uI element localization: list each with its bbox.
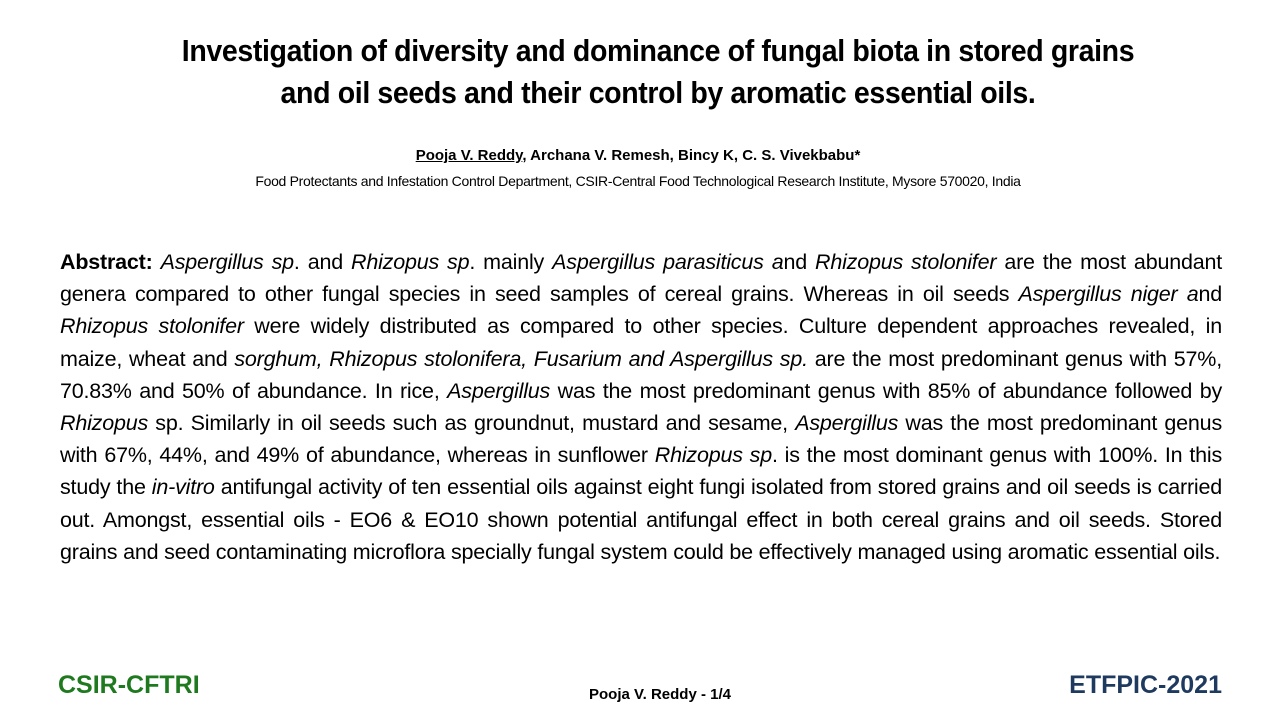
abstract-text-segment: was the most predominant genus with 85% of abundance followed by <box>550 378 1222 403</box>
abstract-italic-segment: Rhizopus stolonifer <box>60 314 244 339</box>
abstract-italic-segment: Aspergillus niger a <box>1018 282 1199 307</box>
abstract-label: Abstract: <box>60 250 153 274</box>
slide-number: Pooja V. Reddy - 1/4 <box>589 686 731 703</box>
abstract-text-segment: sp. Similarly in oil seeds such as groundnut, mustard and sesame, <box>148 411 796 436</box>
abstract-italic-segment: Rhizopus sp <box>654 443 772 468</box>
abstract-italic-segment: Rhizopus sp <box>351 250 470 274</box>
abstract-text-segment: was the most predominant genus with 67%, 44%, and 49% of abundance, whereas in sunflower <box>60 411 1222 468</box>
abstract-text-segment: . mainly <box>469 250 553 274</box>
abstract-text-segment: were widely distributed as compared to other species. Culture dependent approaches revealed, in maize, wheat and <box>60 314 1222 371</box>
abstract-paragraph <box>60 246 1222 568</box>
abstract-text-segment: . and <box>293 250 351 274</box>
institution-logo-text: CSIR-CFTRI <box>58 671 200 699</box>
abstract-italic-segment: sorghum, Rhizopus stolonifera, Fusarium and Aspergillus sp. <box>234 346 808 371</box>
abstract-text-segment: nd <box>783 250 815 274</box>
abstract-text-segment: . is the most dominant genus with 100%. In this study the <box>60 443 1222 500</box>
co-authors: , Archana V. Remesh, Bincy K, C. S. Vivekbabu* <box>522 147 861 164</box>
abstract-text-segment: antifungal activity of ten essential oils against eight fungi isolated from stored grains and oil seeds is carried out. Amongst, essential oils - EO6 & EO10 shown potential antifungal effect in both cereal grains and oil seeds. Stored grains and seed contaminating microflora specially fungal system could be effectively managed using aromatic essential oils. <box>60 475 1222 564</box>
abstract-italic-segment: Rhizopus <box>60 411 149 436</box>
abstract-text-segment: are the most predominant genus with 57%, 70.83% and 50% of abundance. In rice, <box>60 346 1222 403</box>
abstract-italic-segment: Aspergillus parasiticus a <box>552 250 784 274</box>
author-list <box>100 147 1176 165</box>
abstract-italic-segment: Rhizopus stolonifer <box>815 250 997 274</box>
abstract-text-segment: are the most abundant genera compared to other fungal species in seed samples of cereal grains. Whereas in oil seeds <box>60 250 1223 307</box>
affiliation: Food Protectants and Infestation Control Department, CSIR-Central Food Technological Research Institute, Mysore 570020, India <box>255 173 1021 189</box>
paper-title-line-2: and oil seeds and their control by aromatic essential oils. <box>280 75 1036 110</box>
abstract-italic-segment: Aspergillus <box>795 411 899 436</box>
abstract-text-segment <box>153 250 161 274</box>
abstract-italic-segment: Aspergillus sp <box>160 250 294 274</box>
paper-title-line-1: Investigation of diversity and dominance of fungal biota in stored grains <box>181 33 1135 68</box>
paper-title <box>145 30 1172 114</box>
abstract-italic-segment: Aspergillus <box>447 378 551 403</box>
abstract-italic-segment: in-vitro <box>151 475 215 500</box>
abstract-text-segment: nd <box>1198 282 1222 307</box>
conference-name: ETFPIC-2021 <box>1069 671 1222 699</box>
abstract-body <box>60 250 1222 564</box>
presenting-author: Pooja V. Reddy <box>415 147 523 164</box>
